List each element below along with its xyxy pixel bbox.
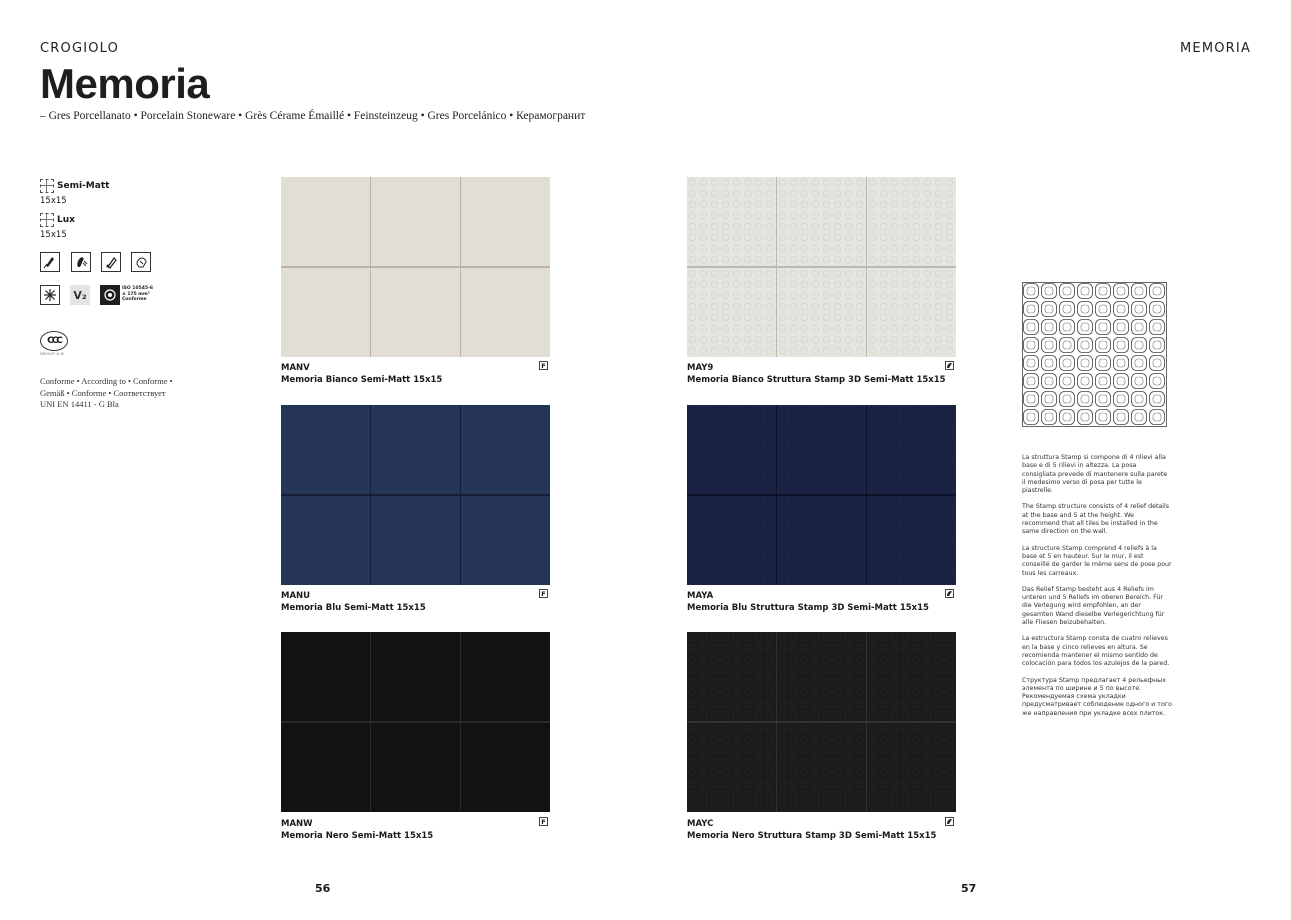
tile xyxy=(461,632,550,721)
stamp-description xyxy=(1022,454,1172,726)
certification-mark-icon: C C C xyxy=(40,331,68,351)
tile-image-manw xyxy=(281,632,550,812)
tile xyxy=(461,177,550,266)
tile xyxy=(461,268,550,357)
iso-badge-text: ISO 10545-6 ≤ 175 mm³ Conforme xyxy=(122,286,153,302)
chemical-resistance-icon xyxy=(101,252,121,272)
tile-image-may9 xyxy=(687,177,956,357)
stamp-text-it: La struttura Stamp si compone di 4 rilievi alla base e di 5 rilievi in altezza. La posa consigliata prevede di mantenere sulla parete il medesimo verso di posa per tutte le piastrelle. xyxy=(1022,454,1168,495)
finish-name: Lux xyxy=(57,214,75,225)
tile xyxy=(777,405,866,494)
product-name: Memoria Bianco Struttura Stamp 3D Semi-Matt 15x15 xyxy=(687,375,946,385)
tile xyxy=(281,268,370,357)
product-code: MAYC xyxy=(687,819,714,829)
tile xyxy=(687,496,776,585)
stamp-text-en: The Stamp structure consists of 4 relief details at the base and 5 at the height. We recommend that all tiles be installed in the same direction on the wall. xyxy=(1022,503,1170,536)
tile xyxy=(281,723,370,812)
stamp-structure-diagram xyxy=(1022,282,1167,427)
finish-semi-matt xyxy=(40,177,109,206)
stamp-text-de: Das Relief Stamp besteht aus 4 Reliefs im unteren und 5 Reliefs im oberen Bereich. Für die Verlegung wird empfohlen, an der gesamten Wand dieselbe Verlegerichtung für alle Fliesen beizubehalten. xyxy=(1022,585,1165,627)
finish-name: Semi-Matt xyxy=(57,180,110,191)
tile xyxy=(687,177,776,266)
iso-disc-icon xyxy=(100,285,120,305)
floor-badge-icon: F xyxy=(539,589,548,598)
product-code: MAY9 xyxy=(687,363,714,373)
tile xyxy=(777,177,866,266)
page-number-left: 56 xyxy=(315,882,331,895)
tile xyxy=(371,268,460,357)
shade-variation-v2-icon: V₂ xyxy=(70,285,90,305)
product-name: Memoria Nero Struttura Stamp 3D Semi-Matt 15x15 xyxy=(687,831,937,841)
tile-image-maya xyxy=(687,405,956,585)
finish-size: 15x15 xyxy=(40,196,67,206)
tile xyxy=(687,268,776,357)
tile-image-mayc xyxy=(687,632,956,812)
tile xyxy=(687,723,776,812)
product-code: MANU xyxy=(281,591,311,601)
stamp-text-fr: La structure Stamp comprend 4 reliefs à la base et 5 en hauteur. Sur le mur, il est conseillé de garder le même sens de pose pour tous les carreaux. xyxy=(1022,544,1172,577)
tile xyxy=(461,405,550,494)
tile xyxy=(867,405,956,494)
wall-hand-icon xyxy=(945,817,954,826)
tile xyxy=(371,632,460,721)
tile xyxy=(777,723,866,812)
cleaning-icon xyxy=(131,252,151,272)
product-name: Memoria Bianco Semi-Matt 15x15 xyxy=(281,375,443,385)
finish-grid-icon xyxy=(40,213,54,227)
tile-image-manu xyxy=(281,405,550,585)
abrasion-resistance-icon xyxy=(40,252,60,272)
product-code: MANW xyxy=(281,819,313,829)
tile xyxy=(687,405,776,494)
tile-image-manv xyxy=(281,177,550,357)
tile xyxy=(777,496,866,585)
finish-grid-icon xyxy=(40,179,54,193)
product-code: MAYA xyxy=(687,591,714,601)
tile xyxy=(281,496,370,585)
product-name: Memoria Blu Semi-Matt 15x15 xyxy=(281,603,426,613)
tile xyxy=(371,496,460,585)
stamp-text-es: La estructura Stamp consta de cuatro relieves en la base y cinco relieves en altura. Se recomienda mantener el mismo sentido de colocación para todos los azulejos de la pared. xyxy=(1022,635,1170,668)
tile xyxy=(281,177,370,266)
tile xyxy=(461,496,550,585)
wall-hand-icon xyxy=(945,589,954,598)
floor-badge-icon: F xyxy=(539,817,548,826)
tile xyxy=(371,177,460,266)
product-code: MANV xyxy=(281,363,310,373)
stamp-text-ru: Структура Stamp предлагает 4 рельефных элемента по ширине и 5 по высоте. Рекомендуемая схема укладки предусматривает соблюдение одного и того же направления при укладке всех плиток. xyxy=(1022,676,1172,717)
page-number-right: 57 xyxy=(961,882,977,895)
stain-resistance-icon xyxy=(71,252,91,272)
tile xyxy=(867,177,956,266)
tile xyxy=(867,496,956,585)
floor-badge-icon: F xyxy=(539,361,548,370)
tile xyxy=(867,632,956,721)
material-list: – Gres Porcellanato • Porcelain Stoneware • Grès Cérame Émaillé • Feinsteinzeug • Gres Porcelánico • Керамогранит xyxy=(40,110,586,122)
tile xyxy=(371,723,460,812)
tile xyxy=(461,723,550,812)
tile xyxy=(867,723,956,812)
certification-caption: GROUP A B xyxy=(40,352,65,356)
tile xyxy=(371,405,460,494)
page-title: Memoria xyxy=(40,60,210,107)
tile xyxy=(777,632,866,721)
frost-resistant-icon xyxy=(40,285,60,305)
brand-name: CROGIOLO xyxy=(40,41,120,56)
product-name: Memoria Blu Struttura Stamp 3D Semi-Matt 15x15 xyxy=(687,603,929,613)
conformity-text: Conforme • According to • Conforme • Gemäß • Conforme • Соответствует UNI EN 14411 - G Bla xyxy=(40,376,173,409)
tile xyxy=(281,632,370,721)
finish-lux xyxy=(40,211,75,240)
tile xyxy=(867,268,956,357)
product-name: Memoria Nero Semi-Matt 15x15 xyxy=(281,831,434,841)
tile xyxy=(687,632,776,721)
tile xyxy=(777,268,866,357)
tile xyxy=(281,405,370,494)
wall-hand-icon xyxy=(945,361,954,370)
collection-name: MEMORIA xyxy=(1180,41,1252,56)
finish-size: 15x15 xyxy=(40,230,67,240)
